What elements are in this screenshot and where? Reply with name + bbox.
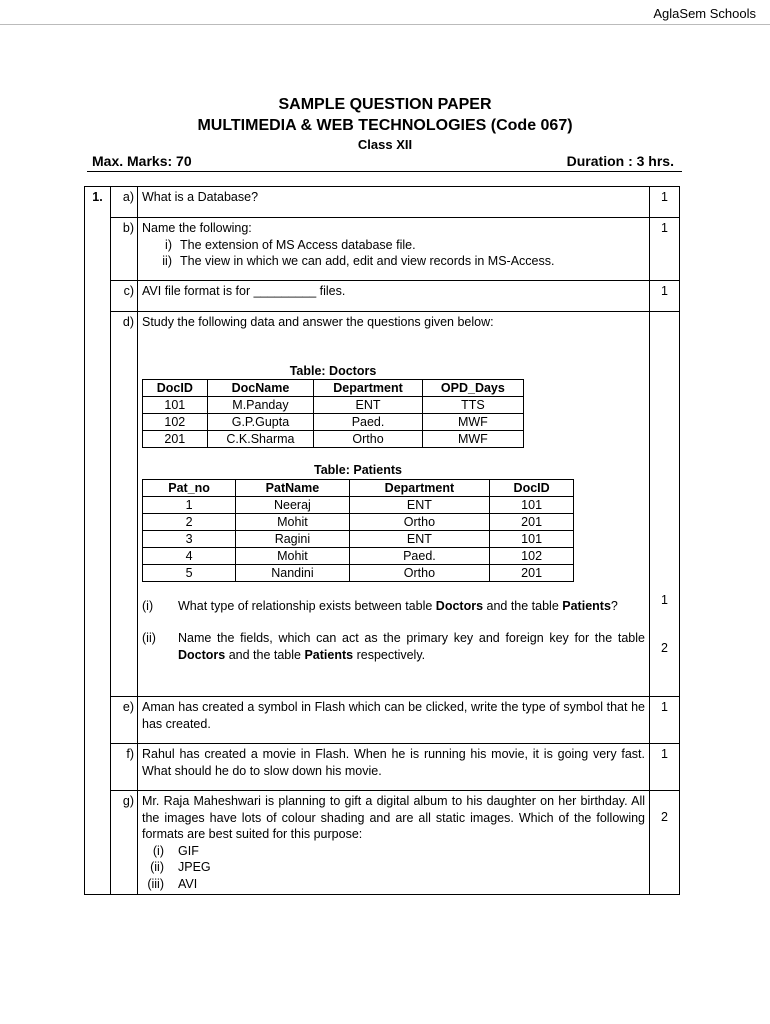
table-cell: Ortho: [314, 431, 422, 448]
table-row: [143, 530, 574, 547]
question-row-d: [85, 312, 680, 697]
table-cell: 201: [490, 513, 574, 530]
patients-column-header: Department: [349, 479, 490, 496]
question-text: [138, 312, 650, 697]
question-g-text: Mr. Raja Maheshwari is planning to gift a digital album to his daughter on her birthday. All the images have lots of colour shading and are all static images. Which of the following formats are best suited for this purpose:: [142, 794, 645, 841]
sub-label: g): [111, 791, 138, 895]
table-cell: ENT: [349, 530, 490, 547]
question-b-text: Name the following:: [142, 221, 252, 235]
sub-label: d): [111, 312, 138, 697]
marks-d-i: 1: [661, 593, 668, 607]
duration: Duration : 3 hrs.: [566, 153, 674, 169]
table-cell: C.K.Sharma: [207, 431, 314, 448]
question-text: AVI file format is for _________ files.: [138, 281, 650, 312]
question-text: What is a Database?: [138, 187, 650, 218]
top-divider: [0, 24, 770, 25]
patients-column-header: Pat_no: [143, 479, 236, 496]
class-title: Class XII: [357, 137, 413, 152]
table-cell: 101: [143, 397, 208, 414]
sub-label: e): [111, 697, 138, 744]
question-row-g: [85, 791, 680, 895]
sub-question-i: (i) What type of relationship exists between table Doctors and the table Patients?: [142, 598, 618, 613]
question-text: [138, 218, 650, 281]
table-cell: TTS: [422, 397, 523, 414]
table-cell: 3: [143, 530, 236, 547]
table-cell: 101: [490, 496, 574, 513]
table-cell: G.P.Gupta: [207, 414, 314, 431]
question-number: 1.: [85, 187, 111, 218]
question-row-e: [85, 697, 680, 744]
marks-cell: 1: [650, 744, 680, 791]
patients-column-header: DocID: [490, 479, 574, 496]
doctors-header-row: [143, 380, 524, 397]
table-cell: 1: [143, 496, 236, 513]
table-cell: 4: [143, 547, 236, 564]
table-cell: Ragini: [236, 530, 349, 547]
question-text: [138, 791, 650, 895]
list-item: (iii) AVI: [147, 876, 198, 891]
table-row: [143, 431, 524, 448]
table-cell: ENT: [349, 496, 490, 513]
patients-table-caption: Table: Patients: [314, 463, 402, 477]
table-cell: Mohit: [236, 547, 349, 564]
doctors-column-header: DocName: [207, 380, 314, 397]
table-cell: Ortho: [349, 564, 490, 581]
marks-cell: 1: [650, 697, 680, 744]
table-cell: Ortho: [349, 513, 490, 530]
marks-d-ii: 2: [661, 641, 668, 655]
header-divider: [87, 171, 682, 172]
brand-label: AglaSem Schools: [653, 6, 756, 21]
marks-cell: 1: [650, 281, 680, 312]
question-text: Rahul has created a movie in Flash. When he is running his movie, it is going very fast. What should he do to slow down his movie.: [138, 744, 650, 791]
doctors-table-caption: Table: Doctors: [289, 363, 377, 378]
doctors-column-header: Department: [314, 380, 422, 397]
question-row-b: [85, 218, 680, 281]
question-row-f: [85, 744, 680, 791]
table-cell: MWF: [422, 414, 523, 431]
marks-cell: 2: [650, 791, 680, 895]
table-cell: 2: [143, 513, 236, 530]
sub-label: b): [111, 218, 138, 281]
table-cell: Mohit: [236, 513, 349, 530]
table-cell: 102: [143, 414, 208, 431]
table-cell: 201: [490, 564, 574, 581]
max-marks: Max. Marks: 70: [92, 153, 192, 169]
sub-label: a): [111, 187, 138, 218]
question-text: Aman has created a symbol in Flash which can be clicked, write the type of symbol that he has created.: [138, 697, 650, 744]
table-cell: Nandini: [236, 564, 349, 581]
question-row-a: [85, 187, 680, 218]
table-cell: Neeraj: [236, 496, 349, 513]
table-cell: Paed.: [314, 414, 422, 431]
table-row: [143, 397, 524, 414]
table-row: [143, 564, 574, 581]
sub-question-ii: (ii) Name the fields, which can act as the primary key and foreign key for the table Doctors and the table Patients respectively.: [142, 631, 645, 662]
marks-cell: 1: [650, 218, 680, 281]
question-row-c: [85, 281, 680, 312]
table-cell: Paed.: [349, 547, 490, 564]
table-cell: 101: [490, 530, 574, 547]
table-cell: ENT: [314, 397, 422, 414]
patients-column-header: PatName: [236, 479, 349, 496]
table-cell: 5: [143, 564, 236, 581]
sub-label: c): [111, 281, 138, 312]
patients-table: [142, 479, 574, 582]
subject-title: MULTIMEDIA & WEB TECHNOLOGIES (Code 067): [197, 117, 573, 134]
table-cell: 102: [490, 547, 574, 564]
table-row: [143, 547, 574, 564]
doctors-table: [142, 379, 524, 448]
list-item: (ii) JPEG: [150, 860, 211, 874]
question-table: [84, 186, 680, 895]
marks-cell: 1: [650, 187, 680, 218]
list-item: ii) The view in which we can add, edit and view records in MS-Access.: [162, 254, 555, 268]
table-cell: 201: [143, 431, 208, 448]
list-item: i) The extension of MS Access database file.: [165, 237, 416, 252]
marks-cell: [650, 312, 680, 697]
doctors-column-header: OPD_Days: [422, 380, 523, 397]
question-d-text: Study the following data and answer the questions given below:: [142, 315, 494, 329]
table-row: [143, 513, 574, 530]
table-cell: M.Panday: [207, 397, 314, 414]
paper-title: SAMPLE QUESTION PAPER: [278, 96, 492, 113]
patients-header-row: [143, 479, 574, 496]
list-item: (i) GIF: [152, 843, 199, 858]
doctors-column-header: DocID: [143, 380, 208, 397]
table-cell: MWF: [422, 431, 523, 448]
table-row: [143, 414, 524, 431]
sub-label: f): [111, 744, 138, 791]
table-row: [143, 496, 574, 513]
